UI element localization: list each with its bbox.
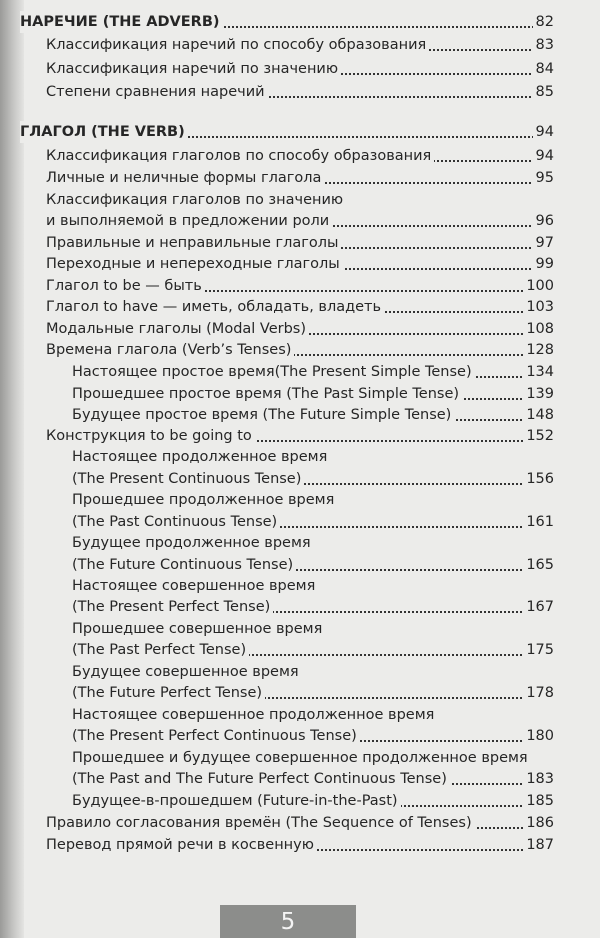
toc-entry[interactable]: и выполняемой в предложении роли 96 [46, 210, 554, 232]
toc-entry[interactable]: (The Future Perfect Tense) 178 [72, 682, 554, 704]
toc-entry[interactable]: Переходные и непереходные глаголы 99 [46, 253, 554, 275]
toc-entry[interactable]: Прошедшее простое время (The Past Simple Tense) 139 [72, 383, 554, 405]
toc-entry[interactable]: Правило согласования времён (The Sequence of Tenses) 186 [46, 812, 554, 834]
toc-entry[interactable]: Настоящее простое время(The Present Simple Tense) 134 [72, 361, 554, 383]
toc-entry[interactable]: Времена глагола (Verb’s Tenses) 128 [46, 339, 554, 361]
toc-entry[interactable]: Классификация наречий по способу образования 83 [46, 34, 554, 56]
toc-section-verb[interactable]: ГЛАГОЛ (THE VERB) 94 [20, 121, 554, 143]
toc-entry[interactable]: Глагол to be — быть 100 [46, 275, 554, 297]
toc-entry[interactable]: (The Present Continuous Tense) 156 [72, 468, 554, 490]
toc-entry-line1: Будущее продолженное время [72, 535, 311, 551]
toc-entry-line1: Настоящее продолженное время [72, 449, 328, 465]
toc-entry[interactable]: Степени сравнения наречий 85 [46, 81, 554, 103]
toc-entry[interactable]: Личные и неличные формы глагола 95 [46, 167, 554, 189]
toc-entry[interactable]: Глагол to have — иметь, обладать, владеть 103 [46, 296, 554, 318]
toc-entry[interactable]: (The Past Continuous Tense) 161 [72, 511, 554, 533]
toc-entry-line1: Прошедшее продолженное время [72, 492, 335, 508]
toc-entry[interactable]: Конструкция to be going to 152 [46, 425, 554, 447]
toc-entry[interactable]: Правильные и неправильные глаголы 97 [46, 232, 554, 254]
toc-entry[interactable]: (The Future Continuous Tense) 165 [72, 554, 554, 576]
toc-section-adverb[interactable]: НАРЕЧИЕ (THE ADVERB) 82 [20, 11, 554, 33]
toc-entry[interactable]: Будущее-в-прошедшем (Future-in-the-Past) 185 [72, 790, 554, 812]
toc-entry-line1: Настоящее совершенное время [72, 578, 316, 594]
toc-entry-line1: Будущее совершенное время [72, 664, 299, 680]
toc-entry[interactable]: (The Past Perfect Tense) 175 [72, 639, 554, 661]
toc-entry[interactable]: (The Present Perfect Continuous Tense) 180 [72, 725, 554, 747]
toc-entry-line1: Классификация глаголов по значению [46, 192, 344, 208]
toc-entry-line1: Прошедшее совершенное время [72, 621, 323, 637]
toc-entry[interactable]: Будущее простое время (The Future Simple Tense) 148 [72, 404, 554, 426]
toc-entry[interactable]: Классификация глаголов по способу образования 94 [46, 145, 554, 167]
toc-entry[interactable]: Классификация наречий по значению 84 [46, 58, 554, 80]
toc-entry[interactable]: Перевод прямой речи в косвенную 187 [46, 834, 554, 856]
page-number: 5 [280, 909, 296, 935]
toc-entry[interactable]: Модальные глаголы (Modal Verbs) 108 [46, 318, 554, 340]
toc-entry[interactable]: (The Present Perfect Tense) 167 [72, 596, 554, 618]
toc-entry-line1: Настоящее совершенное продолженное время [72, 707, 435, 723]
page-number-bar [220, 905, 356, 938]
toc-entry[interactable]: (The Past and The Future Perfect Continuous Tense) 183 [72, 768, 554, 790]
toc-entry-line1: Прошедшее и будущее совершенное продолженное время [72, 750, 528, 766]
